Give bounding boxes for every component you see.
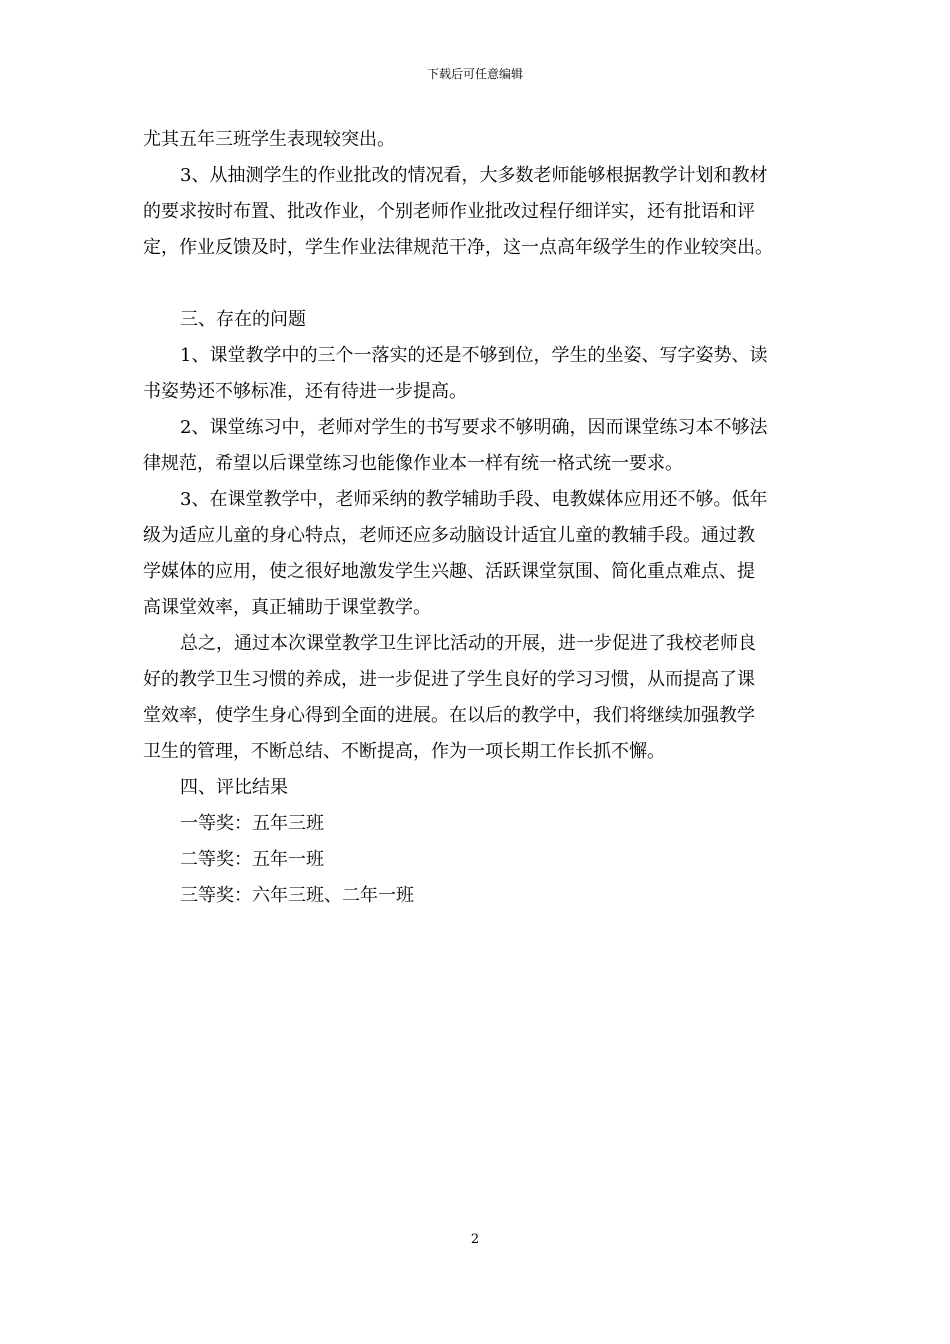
award-second-prize: 二等奖：五年一班 xyxy=(180,849,324,870)
section-heading-problems: 三、存在的问题 xyxy=(180,309,306,330)
award-third-prize: 三等奖：六年三班、二年一班 xyxy=(180,885,414,906)
paragraph-line: 高课堂效率，真正辅助于课堂教学。 xyxy=(143,597,431,618)
paragraph-line: 3、从抽测学生的作业批改的情况看，大多数老师能够根据教学计划和教材 xyxy=(180,165,768,186)
paragraph-homework-check xyxy=(143,158,833,266)
paragraph-line: 卫生的管理，不断总结、不断提高，作为一项长期工作长抓不懈。 xyxy=(143,741,665,762)
paragraph-line: 2、课堂练习中，老师对学生的书写要求不够明确，因而课堂练习本不够法 xyxy=(180,417,768,438)
paragraph-continuation: 尤其五年三班学生表现较突出。 xyxy=(143,129,395,150)
paragraph-line: 级为适应儿童的身心特点，老师还应多动脑设计适宜儿童的教辅手段。通过教 xyxy=(143,525,755,546)
paragraph-problem-1 xyxy=(143,338,833,410)
paragraph-line: 堂效率，使学生身心得到全面的进展。在以后的教学中，我们将继续加强教学 xyxy=(143,705,755,726)
paragraph-line: 定，作业反馈及时，学生作业法律规范干净，这一点高年级学生的作业较突出。 xyxy=(143,237,773,258)
paragraph-line: 总之，通过本次课堂教学卫生评比活动的开展，进一步促进了我校老师良 xyxy=(180,633,756,654)
paragraph-problem-3 xyxy=(143,482,833,626)
paragraph-problem-2 xyxy=(143,410,833,482)
paragraph-line: 的要求按时布置、批改作业，个别老师作业批改过程仔细详实，还有批语和评 xyxy=(143,201,755,222)
paragraph-line: 律规范，希望以后课堂练习也能像作业本一样有统一格式统一要求。 xyxy=(143,453,683,474)
paragraph-line: 书姿势还不够标准，还有待进一步提高。 xyxy=(143,381,467,402)
document-body xyxy=(143,122,833,914)
page-header: 下载后可任意编辑 xyxy=(426,67,523,81)
award-first-prize: 一等奖：五年三班 xyxy=(180,813,324,834)
paragraph-line: 3、在课堂教学中，老师采纳的教学辅助手段、电教媒体应用还不够。低年 xyxy=(180,489,768,510)
page-number: 2 xyxy=(470,1232,480,1247)
paragraph-summary xyxy=(143,626,833,770)
paragraph-line: 好的教学卫生习惯的养成，进一步促进了学生良好的学习习惯，从而提高了课 xyxy=(143,669,755,690)
section-heading-results: 四、评比结果 xyxy=(180,777,288,798)
paragraph-line: 1、课堂教学中的三个一落实的还是不够到位，学生的坐姿、写字姿势、读 xyxy=(180,345,768,366)
blank-line xyxy=(143,266,833,302)
paragraph-line: 学媒体的应用，使之很好地激发学生兴趣、活跃课堂氛围、简化重点难点、提 xyxy=(143,561,755,582)
